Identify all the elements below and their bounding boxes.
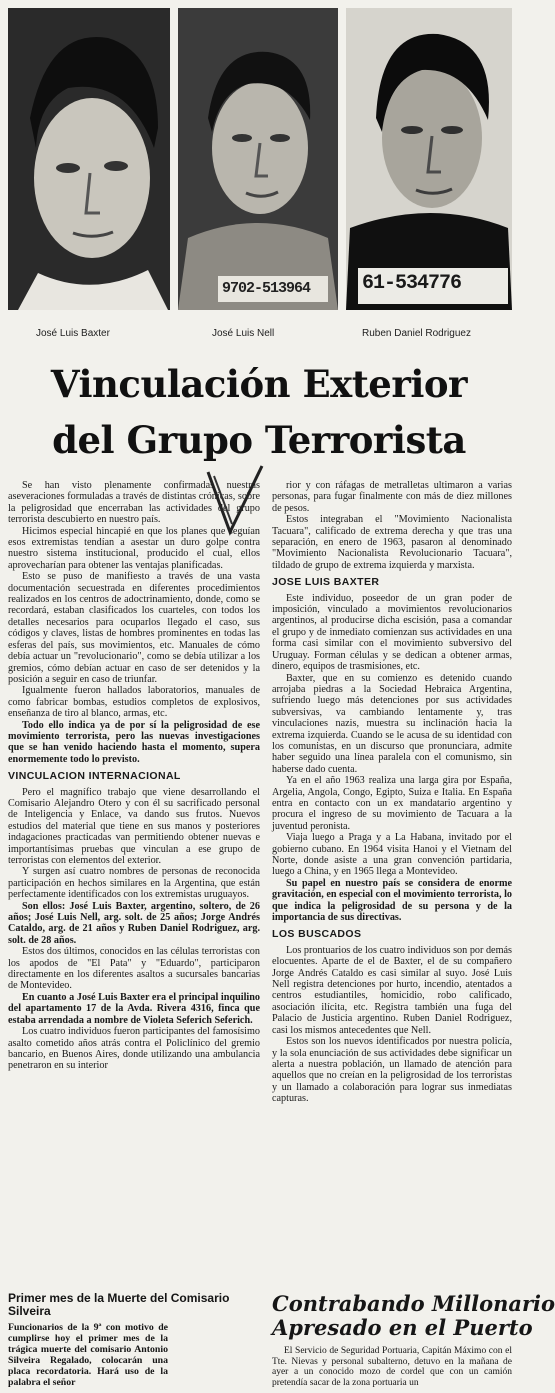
paragraph: Igualmente fueron hallados laboratorios, manuales de como fabricar bombas, estudios completos de explosivos, enseñanza de tiro al blanco, armas, etc. [8, 685, 260, 720]
paragraph: Estos dos últimos, conocidos en las células terroristas con los apodos de "El Pata" y "Eduardo", participaron directamente en los diferentes asaltos a sucursales bancarias de Montevideo. [8, 946, 260, 992]
photo-rodriguez-tag: 61-534776 [362, 272, 462, 295]
sidebar-title: Primer mes de la Muerte del Comisario Silveira [8, 1291, 230, 1318]
second-headline-line2: Apresado en el Puerto [272, 1315, 533, 1340]
subheading-internacional: VINCULACION INTERNACIONAL [8, 770, 181, 783]
paragraph: Y surgen así cuatro nombres de personas de reconocida participación en hechos similares en la Argentina, que están perfectamente identificados con los extremistas uruguayos. [8, 866, 260, 901]
headline-line1: Vinculación Exterior [50, 362, 468, 406]
headline-line2: del Grupo Terrorista [52, 418, 466, 462]
paragraph: Estos son los nuevos identificados por nuestra policía, y la sola enunciación de sus actividades debe significar un alerta a nuestra población, un llamado de atención para aquellos que no creían en la peligrosidad de los terroristas y un llamado a colaboración para lograr sus inmediatas capturas. [272, 1036, 512, 1105]
subheading-baxter: JOSE LUIS BAXTER [272, 576, 380, 589]
paragraph: rior y con ráfagas de metralletas ultimaron a varias personas, para fugar finalmente con más de diez millones de pesos. [272, 480, 512, 514]
caption-baxter: José Luis Baxter [36, 328, 110, 339]
second-article-body [272, 1346, 512, 1392]
paragraph: Ya en el año 1963 realiza una larga gira por España, Argelia, Angola, Congo, Egipto, Suiza e Italia. En España entra en contacto con un ex mandatario argentino y procura el ingreso de su movimiento de Tacuara a la juventud peronista. [272, 775, 512, 832]
paragraph: Este individuo, poseedor de un gran poder de imposición, vinculado a movimientos revolucionarios argentinos, al producirse dicha escisión, pasa a comandar el grupo y de inmediato comienzan sus actividades en una forma casi similar con el movimiento subversivo del Uruguay. Forman células y se dedican a obtener armas, dinero, equipos de trasmisiones, etc. [272, 592, 512, 673]
paragraph: Estos integraban el "Movimiento Nacionalista Tacuara", calificado de extrema derecha y que tras una separación, en enero de 1963, pasaron al denominado "Movimiento Nacionalista Revolucionario Tacuara", tildado de grupo de extrema izquierda y marxista. [272, 514, 512, 571]
caption-nell: José Luis Nell [212, 328, 275, 339]
photo-nell-tag: 9702-513964 [222, 280, 311, 297]
paragraph: Pero el magnífico trabajo que viene desarrollando el Comisario Alejandro Otero y con él su sacrificado personal de Inteligencia y Enlace, va dando sus frutos. Nuevos estudios del material que tiene en sus manos y posteriores indagaciones practicadas van permitiendo obtener nuevas e importantísimas pruebas que vinculan a ese grupo de terroristas con elementos del exterior. [8, 786, 260, 866]
paragraph: Hicimos especial hincapié en que los planes que seguían esos extremistas tendían a asestar un duro golpe contra nuestro sistema institucional, producido el cual, ellos aprovecharían para obtener las ventajas planificadas. [8, 525, 260, 571]
paragraph: Su papel en nuestro país se considera de enorme gravitación, en especial con el movimiento terrorista, lo que indica la peligrosidad de su persona y de la importancia de sus directivas. [272, 877, 513, 924]
caption-rodriguez: Ruben Daniel Rodriguez [362, 328, 471, 339]
photo-rodriguez [346, 8, 512, 310]
paragraph: El Servicio de Seguridad Portuaria, Capitán Máximo con el Tte. Nievas y personal subalterno, detuvo en la mañana de ayer a un conocido mozo de cordel que con un camión pretendía sacar de la zona portuaria un [272, 1346, 512, 1388]
paragraph: Se han visto plenamente confirmadas nuestras aseveraciones formuladas a través de distintas crónicas, sobre la peligrosidad que encerraban las actividades del grupo terrorista descubierto en nuestro país. [8, 480, 260, 526]
paragraph: Esto se puso de manifiesto a través de una vasta documentación secuestrada en diferentes procedimientos realizados en los centros de adoctrinamiento, donde, como se recordará, estaban clasificados los cuarteles, con todos los detalles necesarios para ocuparlos llegado el caso, sus códigos y claves, listas de hombres prominentes en todas las esferas del país, sus movimientos, etc. Manuales de cómo debía actuar un "revolucionario", como se debía utilizar a los gremios, cómo debían actuar en caso de ser detenidos y la posición a seguir en caso de triunfar. [8, 571, 260, 685]
paragraph: Todo ello indica ya de por sí la peligrosidad de ese movimiento terrorista, pero las nuevas investigaciones que se han venido haciendo hasta el momento, supera enormemente todo lo previsto. [8, 719, 260, 765]
paragraph: Son ellos: José Luis Baxter, argentino, soltero, de 26 años; José Luis Nell, arg. solt. de 25 años; Jorge Andrés Cataldo, arg. de 21 años y Ruben Daniel Rodriguez, arg. solt. de 28 años. [8, 900, 260, 946]
photo-baxter [8, 8, 170, 310]
article-column-right [272, 480, 512, 1290]
sidebar-silveira [8, 1286, 260, 1390]
paragraph: Baxter, que en su comienzo es detenido cuando arrojaba piedras a la Sociedad Hebraica Argentina, sufriendo luego más detenciones por sus actividades subversivas, va cambiando lentamente y, tras vinculaciones nazis, muestra su inclinación hacia la extrema izquierda. Cuando se le acusa de su identidad con los comunistas, en un discurso que pronunciara, admite haber seguido una línea paralela con el comunismo, sin haberse dado cuenta. [272, 672, 512, 775]
second-headline-line1: Contrabando Millonario [272, 1291, 555, 1316]
sidebar-text: Funcionarios de la 9ª con motivo de cumplirse hoy el primer mes de la trágica muerte del comisario Antonio Silveira Regalado, colocarán una placa recordatoria. Hará uso de la palabra el señor [8, 1322, 168, 1388]
paragraph: Viaja luego a Praga y a La Habana, invitado por el gobierno cubano. En 1964 visita Hanoi y el Vietnam del Norte, donde asiste a una gran convención partidaria, luego a China, y en 1965 llega a Montevideo. [272, 832, 512, 878]
paragraph: Los prontuarios de los cuatro individuos son por demás elocuentes. Aparte de el de Baxter, el de su compañero Jorge Andrés Cataldo es casi similar al suyo. José Luis Nell registra detenciones por hurto, incendio, atentados a centros estudiantiles, homicidio, robo calificado, asociación ilícita, etc. Registra también una fuga del Palacio de Justicia argentino. Ruben Daniel Rodriguez, casi los mismos antecedentes que Nell. [272, 944, 512, 1036]
subheading-buscados: LOS BUSCADOS [272, 928, 362, 941]
paragraph: Los cuatro individuos fueron participantes del famosísimo asalto cometido años atrás contra el Policlínico del gremio bancario, en Buenos Aires, donde utilizando una ambulancia penetraron en su interior [8, 1026, 260, 1072]
paragraph: En cuanto a José Luis Baxter era el principal inquilino del apartamento 17 de la Avda. Rivera 4316, finca que estaba arrendada a nombre de Violeta Seferich Seferich. [8, 991, 260, 1026]
photo-nell [178, 8, 338, 310]
second-article-headline [272, 1291, 555, 1340]
article-column-left [8, 480, 260, 1280]
